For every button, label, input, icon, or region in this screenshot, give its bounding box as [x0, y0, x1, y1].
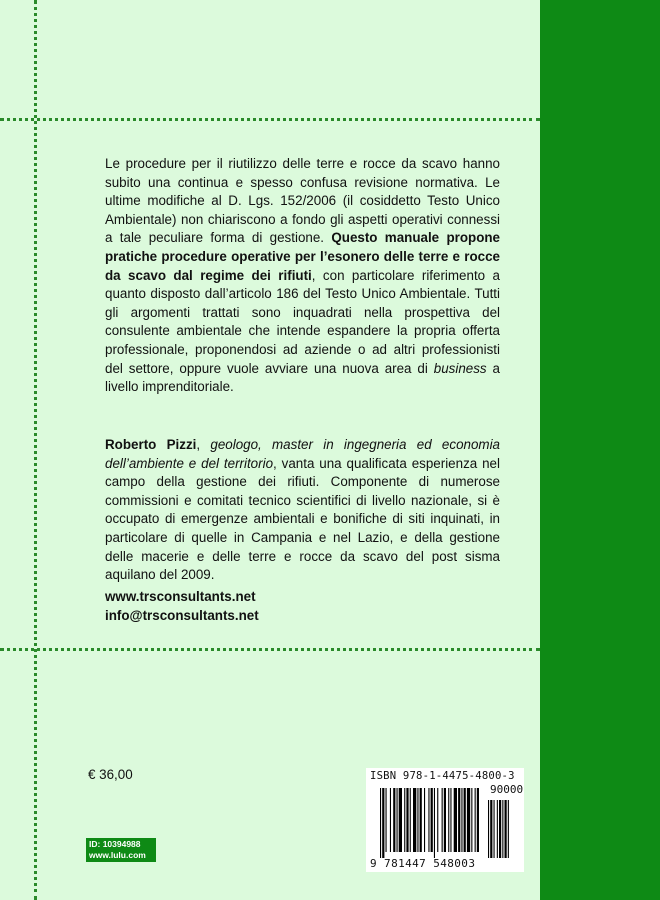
barcode-bar: [397, 788, 398, 852]
price-label: € 36,00: [88, 767, 133, 782]
description-paragraph: [105, 155, 500, 397]
barcode-bar: [448, 788, 449, 852]
author-sep: ,: [196, 437, 211, 452]
description-text-3: a livello imprenditoriale.: [105, 360, 500, 395]
description-bold-text: Questo manuale propone pratiche procedure operative per l’esonero delle terre e rocce da scavo dal regime dei rifiuti: [105, 230, 501, 283]
barcode-bar: [390, 788, 391, 852]
ean-digits: 9 781447 548003: [370, 857, 476, 870]
barcode-bar: [450, 788, 451, 852]
barcode-bar: [399, 788, 402, 852]
green-spine-stripe: [540, 0, 660, 900]
barcode-addon-bar: [508, 800, 509, 858]
author-name: Roberto Pizzi: [105, 437, 197, 452]
barcode-bar: [471, 788, 472, 852]
barcode-addon-number: 90000: [490, 783, 524, 796]
barcode-bar: [410, 788, 411, 852]
barcode-bar: [458, 788, 460, 852]
lulu-id: ID: 10394988: [89, 839, 141, 849]
barcode-bar: [386, 788, 387, 852]
author-role: geologo, master in ingegneria ed economia dell’ambiente e del territorio: [105, 437, 500, 471]
barcode-bar: [420, 788, 422, 852]
author-bio: [105, 436, 500, 585]
barcode-bar: [442, 788, 443, 852]
author-bio-text: , vanta una qualificata esperienza nel campo della gestione dei rifiuti. Componente di numerose commissioni e comitati tecnico scientifici di livello nazionale, si è occupato di emergenze ambientali e bonifiche di siti inquinati, in particolare di quelle in Campania e nel Lazio, e della gestione delle macerie e delle terre e rocce da scavo del post sisma aquilano del 2009.: [105, 455, 500, 583]
barcode-addon-bar: [502, 800, 503, 858]
description-italic-text: business: [433, 360, 487, 376]
barcode-bar: [475, 788, 476, 852]
isbn-label: ISBN 978-1-4475-4800-3: [370, 770, 515, 782]
barcode-bar: [464, 788, 466, 852]
description-text-1: Le procedure per il riutilizzo delle terre e rocce da scavo hanno subito una continua e spesso confusa revisione normativa. Le ultime modifiche al D. Lgs. 152/2006 (il cosiddetto Testo Unico Ambientale) non chiariscono a fondo gli aspetti operativi connessi a tale peculiare forma di gestione.: [105, 156, 500, 246]
barcode-bar: [424, 788, 425, 852]
barcode-addon-bar: [497, 800, 498, 858]
barcode-bar: [431, 788, 433, 852]
email-link[interactable]: info@trsconsultants.net: [105, 607, 259, 623]
barcode-addon-bar: [490, 800, 492, 858]
lulu-badge: [86, 838, 156, 862]
author-paragraph: [105, 436, 500, 585]
barcode-bar: [393, 788, 395, 852]
website-link[interactable]: www.trsconsultants.net: [105, 589, 256, 604]
barcode-bar: [404, 788, 405, 852]
barcode-bar: [434, 788, 435, 858]
isbn-barcode: [366, 768, 524, 872]
barcode-bar: [444, 788, 446, 852]
barcode-addon-bar: [505, 800, 507, 858]
barcode-bar: [454, 788, 457, 852]
barcode-addon-bar: [499, 800, 501, 858]
barcode-addon-bar: [494, 800, 495, 858]
contact-links: [105, 588, 259, 625]
dotted-guide-bottom: [0, 648, 540, 651]
dotted-guide-vertical: [34, 0, 37, 900]
barcode-bar: [477, 788, 479, 852]
barcode-bar: [461, 788, 462, 852]
dotted-guide-top: [0, 118, 540, 121]
description-text-2: , con particolare riferimento a quanto disposto dall’articolo 186 del Testo Unico Ambientale. Tutti gli argomenti trattati sono inquadrati nella prospettiva del consulente ambientale che intende espandere la propria offerta professionale, proponendosi ad aziende o ad altri professionisti del settore, oppure vuole avviare una nuova area di: [105, 267, 500, 376]
barcode-bar: [467, 788, 470, 852]
barcode-bars-icon: [380, 788, 520, 858]
barcode-bar: [437, 788, 438, 852]
barcode-bar: [413, 788, 416, 852]
barcode-bar: [428, 788, 429, 852]
barcode-addon-bar: [488, 800, 489, 858]
book-description: [105, 155, 500, 397]
barcode-bar: [380, 788, 381, 858]
barcode-bar: [382, 788, 384, 858]
lulu-site: www.lulu.com: [89, 850, 146, 860]
barcode-bar: [417, 788, 418, 852]
barcode-bar: [406, 788, 408, 852]
